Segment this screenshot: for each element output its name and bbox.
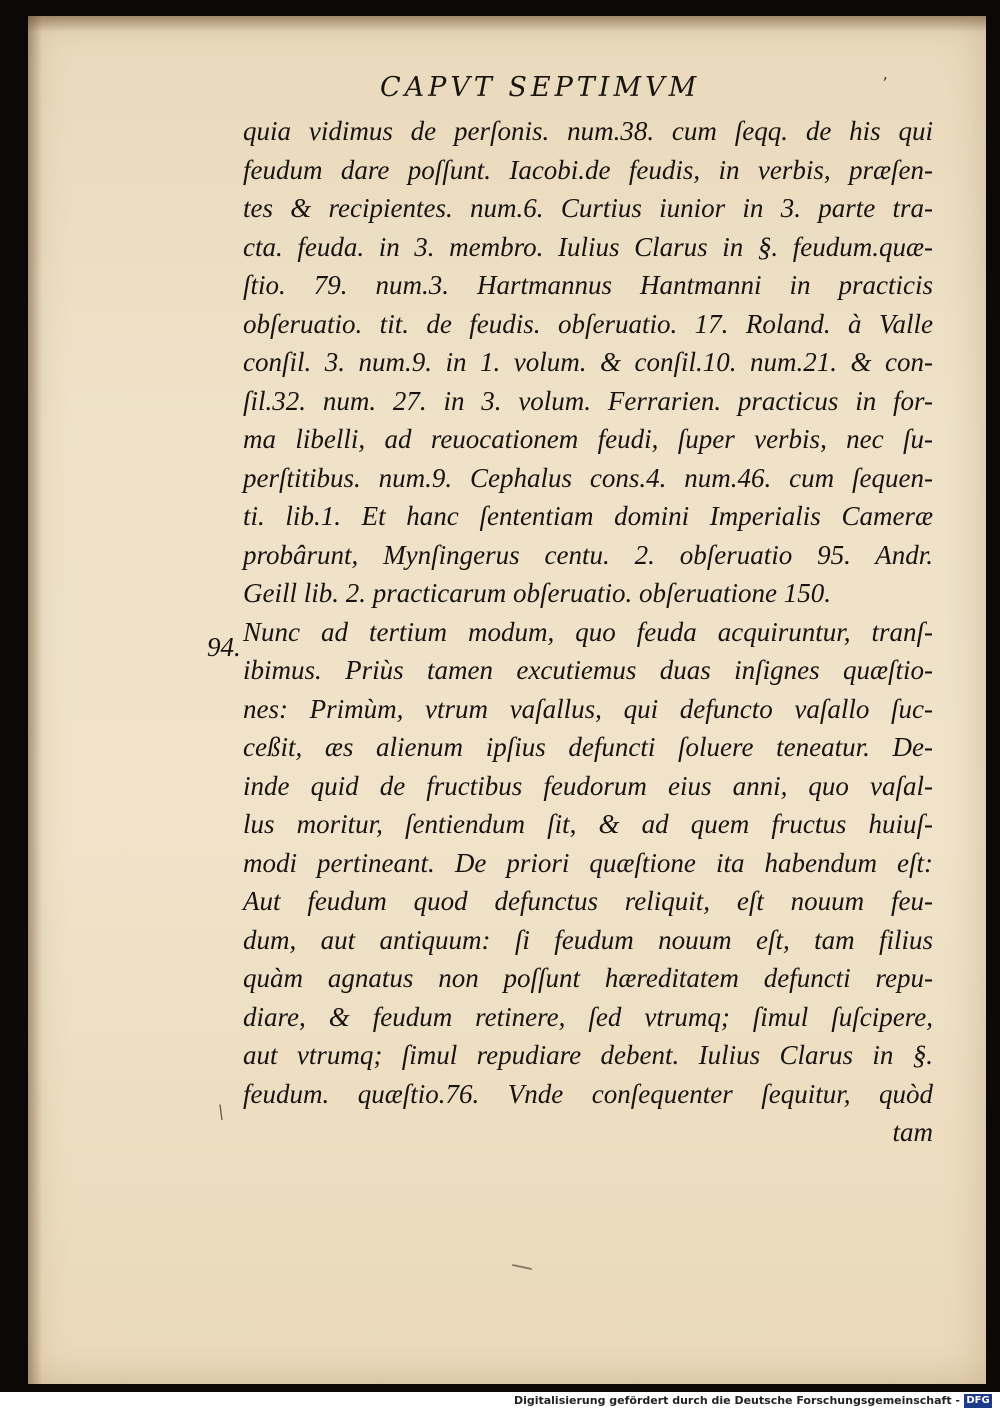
margin-section-number: 94.	[207, 632, 241, 662]
text-line: lus moritur, ſentiendum ſit, & ad quem fructus huiuſ-	[243, 809, 933, 839]
text-line: cta. feuda. in 3. membro. Iulius Clarus in §. feudum.quæ-	[243, 231, 933, 262]
page-shadow-top	[28, 16, 986, 32]
text-line: quàm agnatus non poſſunt hæreditatem defuncti repu-	[243, 963, 933, 993]
funding-credit: Digitalisierung gefördert durch die Deutsche Forschungsgemeinschaft -	[513, 1394, 960, 1407]
text-line: feudum dare poſſunt. Iacobi.de feudis, in verbis, præſen-	[243, 154, 933, 185]
text-line: Nunc ad tertium modum, quo feuda acquiruntur, tranſ-	[243, 616, 933, 647]
dfg-logo: DFG	[964, 1394, 992, 1408]
text-line: tes & recipientes. num.6. Curtius iunior in 3. parte tra-	[243, 193, 933, 223]
text-line: Aut feudum quod defunctus reliquit, eſt nouum feu-	[243, 886, 933, 916]
text-line: nes: Primùm, vtrum vaſallus, qui defuncto vaſallo ſuc-	[243, 693, 933, 724]
running-head: CAPVT SEPTIMVM	[380, 72, 701, 103]
digitization-footer	[0, 1392, 1000, 1412]
text-line: ti. lib.1. Et hanc ſententiam domini Imperialis Cameræ	[243, 501, 933, 531]
text-line: inde quid de fructibus feudorum eius anni, quo vaſal-	[243, 770, 933, 801]
text-line: aut vtrumq; ſimul repudiare debent. Iulius Clarus in §.	[243, 1040, 933, 1070]
text-line: ceßit, æs alienum ipſius defuncti ſoluere teneatur. De-	[243, 732, 933, 762]
catchword: tam	[892, 1117, 933, 1147]
text-line: quia vidimus de perſonis. num.38. cum ſeqq. de his qui	[243, 116, 933, 146]
text-line: diare, & feudum retinere, ſed vtrumq; ſimul ſuſcipere,	[243, 1001, 933, 1032]
body-text	[243, 112, 933, 1152]
margin-ink-mark: /	[213, 1101, 229, 1124]
text-line: dum, aut antiquum: ſi feudum nouum eſt, tam filius	[243, 924, 933, 955]
text-line: conſil. 3. num.9. in 1. volum. & conſil.10. num.21. & con-	[243, 347, 933, 377]
text-line: obſeruatio. tit. de feudis. obſeruatio. 17. Roland. à Valle	[243, 308, 933, 339]
text-line: probârunt, Mynſingerus centu. 2. obſeruatio 95. Andr.	[243, 539, 933, 570]
text-line: Geill lib. 2. practicarum obſeruatio. obſeruatione 150.	[243, 578, 831, 608]
page-shadow-left	[28, 16, 42, 1384]
text-line: feudum. quæſtio.76. Vnde conſequenter ſequitur, quòd	[243, 1078, 933, 1109]
text-line: ibimus. Priùs tamen excutiemus duas inſignes quæſtio-	[243, 655, 933, 685]
text-line: ma libelli, ad reuocationem feudi, ſuper verbis, nec ſu-	[243, 424, 933, 454]
text-line: perſtitibus. num.9. Cephalus cons.4. num.46. cum ſequen-	[243, 462, 933, 493]
text-line: modi pertineant. De priori quæſtione ita habendum eſt:	[243, 847, 933, 878]
ink-mark: ʼ	[882, 74, 888, 93]
text-line: ſil.32. num. 27. in 3. volum. Ferrarien. practicus in for-	[243, 385, 933, 416]
text-line: ſtio. 79. num.3. Hartmannus Hantmanni in practicis	[243, 270, 933, 300]
